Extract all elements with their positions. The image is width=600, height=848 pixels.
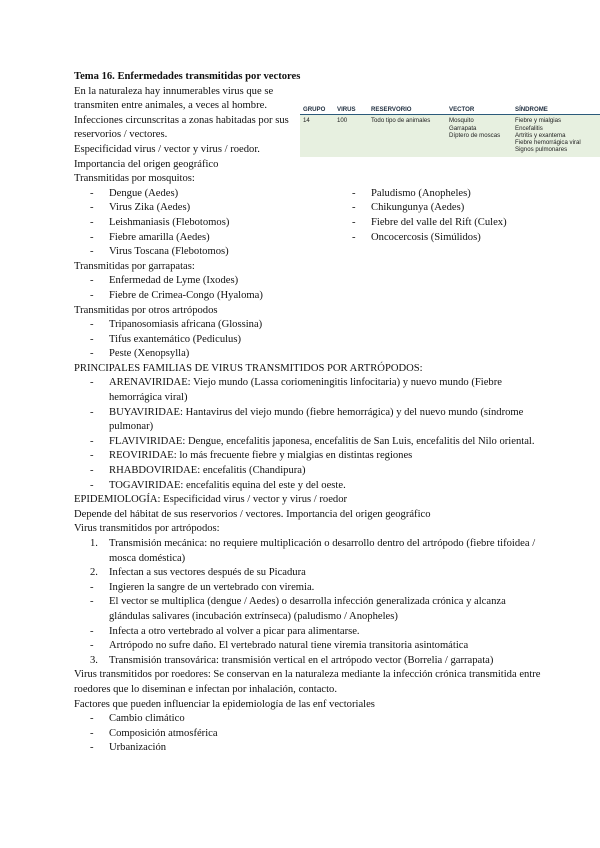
list-item: - El vector se multiplica (dengue / Aedes) o desarrolla infección generalizada crónica y alcanza glándulas salivares (incubación extrínseca) (paludismo / Anopheles) <box>74 595 544 624</box>
sindrome-item: Encefalitis <box>515 124 543 132</box>
col-reservorio: RESERVORIO <box>368 105 446 115</box>
cell-reservorio: Todo tipo de animales <box>368 115 446 157</box>
list-item-text: Infectan a sus vectores después de su Picadura <box>109 567 306 579</box>
intro-paragraph: Infecciones circunscritas a zonas habitadas por sus reservorios / vectores. <box>74 114 289 141</box>
list-item: - Peste (Xenopsylla) <box>74 347 544 362</box>
section-heading: Factores que pueden influenciar la epidemiología de las enf vectoriales <box>74 698 375 710</box>
list-item: - Paludismo (Anopheles) <box>336 187 544 202</box>
list-item: - Cambio climático <box>74 712 544 727</box>
list-item <box>74 537 544 566</box>
section-heading: PRINCIPALES FAMILIAS DE VIRUS TRANSMITIDOS POR ARTRÓPODOS: <box>74 362 423 374</box>
sindrome-item: Artritis y exantema <box>515 131 566 139</box>
tick-list <box>74 274 544 303</box>
list-item: - ARENAVIRIDAE: Viejo mundo (Lassa coriomeningitis linfocitaria) y nuevo mundo (Fiebre hemorrágica viral) <box>74 376 544 405</box>
mosquito-list-col2 <box>336 187 544 260</box>
list-number: 2. <box>90 567 98 579</box>
list-item: - Tifus exantemático (Pediculus) <box>74 333 544 348</box>
paragraph: Depende del hábitat de sus reservorios / vectores. Importancia del origen geográfico <box>74 508 431 520</box>
list-item: - TOGAVIRIDAE: encefalitis equina del este y del oeste. <box>74 479 544 494</box>
list-item: - Tripanosomiasis africana (Glossina) <box>74 318 544 333</box>
other-arthropods-list <box>74 318 544 362</box>
list-item: - Artrópodo no sufre daño. El vertebrado natural tiene viremia transitoria asintomática <box>74 639 544 654</box>
list-number: 1. <box>90 538 98 549</box>
list-item: - Virus Toscana (Flebotomos) <box>74 245 336 260</box>
transmission-list <box>74 537 544 581</box>
list-item: - FLAVIVIRIDAE: Dengue, encefalitis japonesa, encefalitis de San Luis, encefalitis del Nilo oriental. <box>74 435 544 450</box>
sindrome-item: Fiebre hemorrágica viral <box>515 139 581 147</box>
vector-item: Díptero de moscas <box>449 131 501 139</box>
list-item: - Dengue (Aedes) <box>74 187 336 202</box>
transmission-list-cont <box>74 654 544 669</box>
list-item: - BUYAVIRIDAE: Hantavirus del viejo mundo (fiebre hemorrágica) y del nuevo mundo (síndrome pulmonar) <box>74 406 544 435</box>
cell-virus: 100 <box>334 115 368 157</box>
list-item: - Fiebre amarilla (Aedes) <box>74 231 336 246</box>
list-item <box>74 654 544 669</box>
factors-list <box>74 712 544 756</box>
list-number: 3. <box>90 654 98 666</box>
list-item: - Ingieren la sangre de un vertebrado con viremia. <box>74 581 544 596</box>
list-item: - Oncocercosis (Simúlidos) <box>336 231 544 246</box>
paragraph: Virus transmitidos por artrópodos: <box>74 523 220 535</box>
list-item <box>74 566 544 581</box>
virus-families-list <box>74 376 544 493</box>
list-item: - Virus Zika (Aedes) <box>74 201 336 216</box>
col-sindrome: SÍNDROME <box>512 105 600 115</box>
section-heading: Transmitidas por garrapatas: <box>74 260 195 272</box>
list-item: - Enfermedad de Lyme (Ixodes) <box>74 274 544 289</box>
col-vector: VECTOR <box>446 105 512 115</box>
mosquito-list <box>74 187 544 260</box>
list-item: - Urbanización <box>74 741 544 756</box>
section-heading: Transmitidas por mosquitos: <box>74 173 195 185</box>
col-grupo: GRUPO <box>300 105 334 115</box>
mosquito-list-col1 <box>74 187 336 260</box>
list-item: - Composición atmosférica <box>74 727 544 742</box>
intro-paragraph: En la naturaleza hay innumerables virus que se transmiten entre animales, a veces al hombre. <box>74 85 274 112</box>
page-title: Tema 16. Enfermedades transmitidas por vectores <box>74 71 301 82</box>
col-virus: VIRUS <box>334 105 368 115</box>
list-item: - REOVIRIDAE: lo más frecuente fiebre y mialgias en distintas regiones <box>74 449 544 464</box>
list-item: - Infecta a otro vertebrado al volver a picar para alimentarse. <box>74 625 544 640</box>
epidemiology-heading: EPIDEMIOLOGÍA: Especificidad virus / vector y virus / roedor <box>74 494 348 506</box>
document-body <box>74 70 544 756</box>
paragraph: Virus transmitidos por roedores: Se conservan en la naturaleza mediante la infección crónica transmitida entre roedores que lo diseminan e infectan por inhalación, contacto. <box>74 669 541 695</box>
vector-item: Mosquito <box>449 117 474 125</box>
sindrome-item: Fiebre y mialgias <box>515 117 562 125</box>
list-item-text: Transmisión transovárica: transmisión vertical en el artrópodo vector (Borrelia / garrapata) <box>109 654 494 666</box>
vector-item: Garrapata <box>449 124 477 132</box>
sindrome-item: Signos pulmonares <box>515 146 568 154</box>
list-item: - Fiebre del valle del Rift (Culex) <box>336 216 544 231</box>
list-item-text: Transmisión mecánica: no requiere multiplicación o desarrollo dentro del artrópodo (fiebre tifoidea / mosca doméstica) <box>109 538 536 564</box>
intro-paragraph: Importancia del origen geográfico <box>74 158 219 170</box>
section-heading: Transmitidas por otros artrópodos <box>74 304 218 316</box>
list-item: - Leishmaniasis (Flebotomos) <box>74 216 336 231</box>
list-item: - Chikungunya (Aedes) <box>336 201 544 216</box>
intro-paragraph: Especificidad virus / vector y virus / roedor. <box>74 143 260 155</box>
list-item: - Fiebre de Crimea-Congo (Hyaloma) <box>74 289 544 304</box>
cell-grupo: 14 <box>300 115 334 157</box>
list-item: - RHABDOVIRIDAE: encefalitis (Chandipura) <box>74 464 544 479</box>
transmission-sublist <box>74 581 544 654</box>
